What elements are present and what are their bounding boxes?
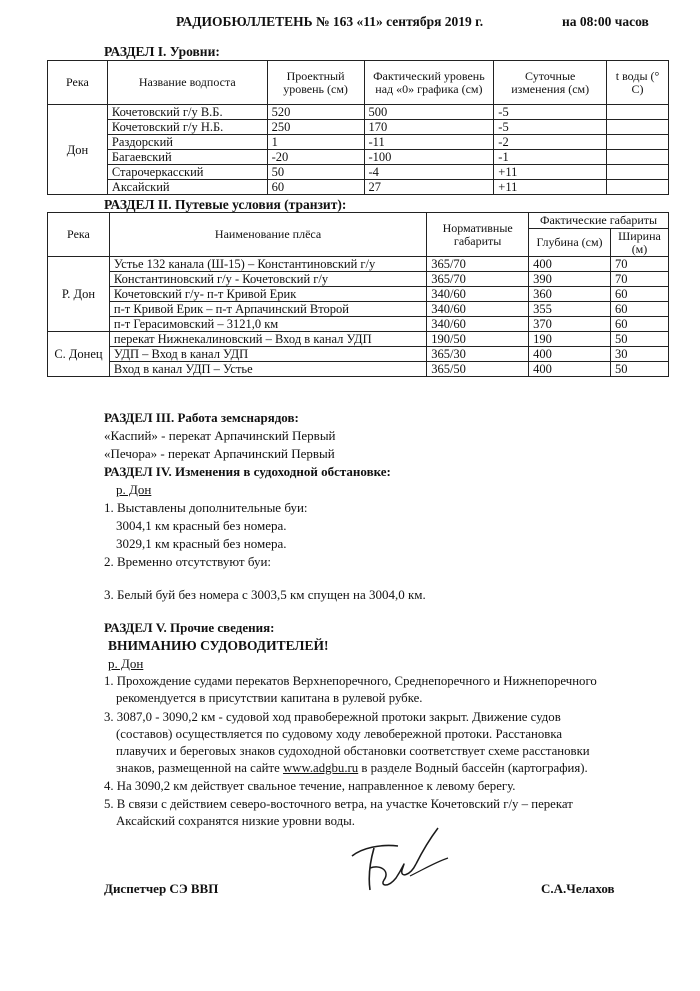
header-daily-change: Суточные изменения (см) xyxy=(494,61,607,105)
daily-change-cell: -2 xyxy=(494,135,607,150)
note-2-line-1: 3. 3087,0 - 3090,2 км - судовой ход правобережной протоки закрыт. Движение судов xyxy=(104,710,561,724)
depth-cell: 390 xyxy=(529,272,611,287)
section3-title: РАЗДЕЛ III. Работа земснарядов: xyxy=(104,410,299,425)
header-depth: Глубина (см) xyxy=(529,229,611,257)
station-cell: Кочетовский г/у В.Б. xyxy=(107,105,267,120)
water-temp-cell xyxy=(607,120,669,135)
note-1-line-1: 1. Прохождение судами перекатов Верхнепоречного, Среднепоречного и Нижнепоречного xyxy=(104,674,597,688)
stretch-cell: п-т Кривой Ерик – п-т Арпачинский Второй xyxy=(109,302,426,317)
water-temp-cell xyxy=(607,180,669,195)
levels-row xyxy=(48,180,669,195)
levels-row xyxy=(48,165,669,180)
bulletin-title: РАДИОБЮЛЛЕТЕНЬ № 163 «11» сентября 2019 г. xyxy=(176,14,484,29)
design-level-cell: 250 xyxy=(267,120,364,135)
station-cell: Кочетовский г/у Н.Б. xyxy=(107,120,267,135)
section1-title: РАЗДЕЛ I. Уровни: xyxy=(104,44,220,59)
route-row xyxy=(48,272,669,287)
norm-dims-cell: 365/50 xyxy=(427,362,529,377)
site-link[interactable]: www.adgbu.ru xyxy=(282,761,359,775)
actual-level-cell: 27 xyxy=(364,180,494,195)
levels-header-row xyxy=(48,61,669,105)
width-cell: 70 xyxy=(610,257,668,272)
depth-cell: 400 xyxy=(529,347,611,362)
note-4-line-1: 5. В связи с действием северо-восточного ветра, на участке Кочетовский г/у – перекат xyxy=(104,797,573,811)
width-cell: 50 xyxy=(610,332,668,347)
design-level-cell: 1 xyxy=(267,135,364,150)
design-level-cell: 60 xyxy=(267,180,364,195)
signer-position: Диспетчер СЭ ВВП xyxy=(104,881,219,896)
route-table xyxy=(47,212,669,377)
norm-dims-cell: 340/60 xyxy=(427,287,529,302)
header-fact-dims: Фактические габариты xyxy=(529,213,669,229)
section4-item-2: 2. Временно отсутствуют буи: xyxy=(104,554,272,569)
width-cell: 60 xyxy=(610,302,668,317)
station-cell: Раздорский xyxy=(107,135,267,150)
buoy-line-2: 3029,1 км красный без номера. xyxy=(116,536,287,551)
daily-change-cell: -5 xyxy=(494,105,607,120)
actual-level-cell: -11 xyxy=(364,135,494,150)
note-2-text-pre: знаков, размещенной на сайте xyxy=(116,761,283,775)
header-stretch: Наименование плёса xyxy=(109,213,426,257)
stretch-cell: Кочетовский г/у- п-т Кривой Ерик xyxy=(109,287,426,302)
header-norm-dims: Нормативные габариты xyxy=(427,213,529,257)
water-temp-cell xyxy=(607,135,669,150)
width-cell: 50 xyxy=(610,362,668,377)
levels-body xyxy=(48,105,669,195)
river-cell: С. Донец xyxy=(48,332,110,377)
levels-row xyxy=(48,150,669,165)
station-cell: Багаевский xyxy=(107,150,267,165)
header-design-level: Проектный уровень (см) xyxy=(267,61,364,105)
actual-level-cell: -4 xyxy=(364,165,494,180)
norm-dims-cell: 365/70 xyxy=(427,257,529,272)
route-row xyxy=(48,362,669,377)
signature-image xyxy=(340,818,460,898)
depth-cell: 190 xyxy=(529,332,611,347)
section4-river: р. Дон xyxy=(116,482,152,497)
attention-heading: ВНИМАНИЮ СУДОВОДИТЕЛЕЙ! xyxy=(108,638,329,653)
daily-change-cell: -1 xyxy=(494,150,607,165)
width-cell: 60 xyxy=(610,317,668,332)
daily-change-cell: +11 xyxy=(494,165,607,180)
width-cell: 60 xyxy=(610,287,668,302)
depth-cell: 400 xyxy=(529,362,611,377)
station-cell: Аксайский xyxy=(107,180,267,195)
stretch-cell: Устье 132 канала (Ш-15) – Константиновский г/у xyxy=(109,257,426,272)
width-cell: 30 xyxy=(610,347,668,362)
actual-level-cell: 170 xyxy=(364,120,494,135)
signer-name: С.А.Челахов xyxy=(541,881,615,896)
section4-item-1: 1. Выставлены дополнительные буи: xyxy=(104,500,308,515)
note-2-line-2: (составов) осуществляется по судовому ходу левобережной протоки. Расстановка xyxy=(116,727,563,741)
note-1-line-2: рекомендуется в присутствии капитана в рулевой рубке. xyxy=(116,691,423,705)
depth-cell: 400 xyxy=(529,257,611,272)
route-header-row-1 xyxy=(48,213,669,229)
note-2-text-post: в разделе Водный бассейн (картография). xyxy=(358,761,588,775)
header-station: Название водпоста xyxy=(107,61,267,105)
route-row xyxy=(48,347,669,362)
design-level-cell: -20 xyxy=(267,150,364,165)
header-river: Река xyxy=(48,213,110,257)
route-row xyxy=(48,332,669,347)
norm-dims-cell: 365/30 xyxy=(427,347,529,362)
route-row xyxy=(48,317,669,332)
section4-title: РАЗДЕЛ IV. Изменения в судоходной обстановке: xyxy=(104,464,391,479)
buoy-line-1: 3004,1 км красный без номера. xyxy=(116,518,287,533)
levels-row xyxy=(48,135,669,150)
route-row xyxy=(48,257,669,272)
note-3: 4. На 3090,2 км действует свальное течение, направленное к левому берегу. xyxy=(104,779,516,793)
actual-level-cell: -100 xyxy=(364,150,494,165)
design-level-cell: 50 xyxy=(267,165,364,180)
norm-dims-cell: 340/60 xyxy=(427,302,529,317)
section2-title: РАЗДЕЛ II. Путевые условия (транзит): xyxy=(104,197,347,212)
depth-cell: 370 xyxy=(529,317,611,332)
bulletin-time: на 08:00 часов xyxy=(562,14,649,29)
stretch-cell: Вход в канал УДП – Устье xyxy=(109,362,426,377)
actual-level-cell: 500 xyxy=(364,105,494,120)
section5-river: р. Дон xyxy=(108,656,144,671)
stretch-cell: Константиновский г/у - Кочетовский г/у xyxy=(109,272,426,287)
design-level-cell: 520 xyxy=(267,105,364,120)
stretch-cell: п-т Герасимовский – 3121,0 км xyxy=(109,317,426,332)
daily-change-cell: -5 xyxy=(494,120,607,135)
section5-title: РАЗДЕЛ V. Прочие сведения: xyxy=(104,620,275,635)
levels-row xyxy=(48,105,669,120)
section4-item-3: 3. Белый буй без номера с 3003,5 км спущен на 3004,0 км. xyxy=(104,587,426,602)
dredger-line-1: «Каспий» - перекат Арпачинский Первый xyxy=(104,428,336,443)
note-2-line-3: плавучих и береговых знаков судоходной обстановки соответствует схеме расстановки xyxy=(116,744,590,758)
station-cell: Старочеркасский xyxy=(107,165,267,180)
norm-dims-cell: 190/50 xyxy=(427,332,529,347)
dredger-line-2: «Печора» - перекат Арпачинский Первый xyxy=(104,446,335,461)
levels-table xyxy=(47,60,669,195)
route-body xyxy=(48,257,669,377)
header-water-temp: t воды (° C) xyxy=(607,61,669,105)
norm-dims-cell: 365/70 xyxy=(427,272,529,287)
depth-cell: 360 xyxy=(529,287,611,302)
stretch-cell: УДП – Вход в канал УДП xyxy=(109,347,426,362)
header-river: Река xyxy=(48,61,108,105)
water-temp-cell xyxy=(607,105,669,120)
route-row xyxy=(48,302,669,317)
depth-cell: 355 xyxy=(529,302,611,317)
width-cell: 70 xyxy=(610,272,668,287)
note-2-line-4 xyxy=(116,761,588,776)
norm-dims-cell: 340/60 xyxy=(427,317,529,332)
header-actual-level: Фактический уровень над «0» графика (см) xyxy=(364,61,494,105)
route-row xyxy=(48,287,669,302)
daily-change-cell: +11 xyxy=(494,180,607,195)
water-temp-cell xyxy=(607,150,669,165)
note-4-line-2: Аксайский сохранятся низкие уровни воды. xyxy=(116,814,355,828)
water-temp-cell xyxy=(607,165,669,180)
river-cell: Р. Дон xyxy=(48,257,110,332)
stretch-cell: перекат Нижнекалиновский – Вход в канал УДП xyxy=(109,332,426,347)
river-cell: Дон xyxy=(48,105,108,195)
header-width: Ширина (м) xyxy=(610,229,668,257)
levels-row xyxy=(48,120,669,135)
